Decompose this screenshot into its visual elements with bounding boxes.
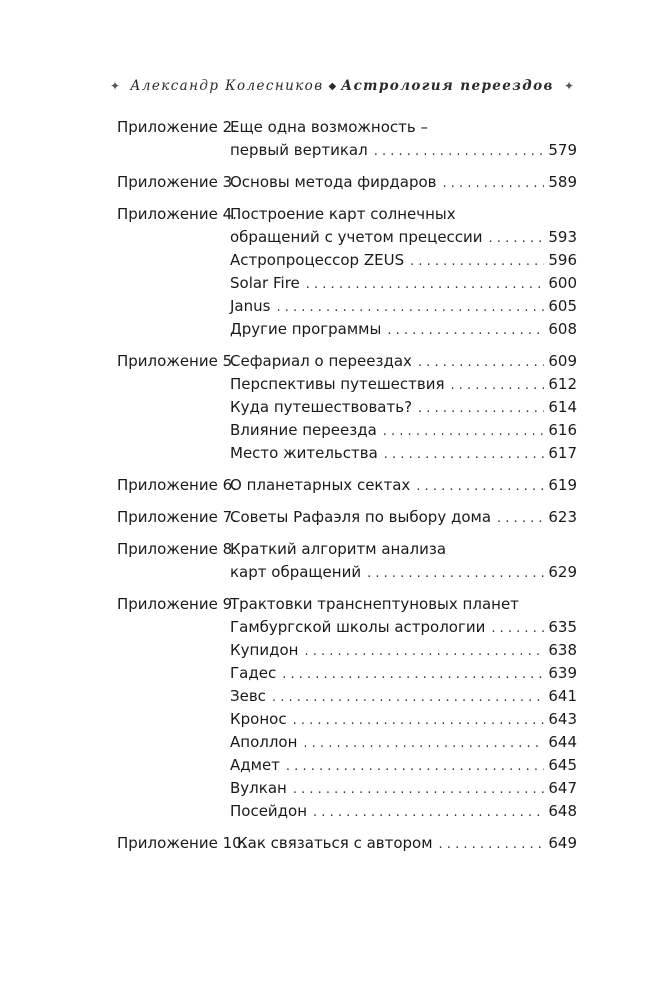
header-text [130, 78, 554, 94]
toc-entry [117, 203, 577, 341]
dot-leader [303, 732, 544, 755]
toc-appendix-number: Приложение 9. [117, 595, 237, 613]
toc-line [117, 685, 577, 708]
toc-title: Еще одна возможность – [230, 118, 428, 136]
toc-line [117, 561, 577, 584]
toc-line [117, 474, 577, 497]
toc-line [117, 396, 577, 419]
toc-title: Janus [230, 297, 271, 315]
toc-page-number: 612 [548, 375, 577, 393]
dot-leader [286, 755, 544, 778]
dot-leader [383, 420, 545, 443]
toc-title: обращений с учетом прецессии [230, 228, 483, 246]
toc-entry [117, 538, 577, 584]
toc-page-number: 649 [548, 834, 577, 852]
toc-title: Советы Рафаэля по выбору дома [230, 508, 492, 526]
toc-page-number: 647 [548, 779, 577, 797]
dot-leader [367, 562, 544, 585]
header-book-title: Астрология переездов [341, 78, 554, 94]
toc-title: Другие программы [230, 320, 382, 338]
toc-page-number: 639 [548, 664, 577, 682]
toc-entry [117, 593, 577, 823]
toc-line [117, 373, 577, 396]
toc-page-number: 619 [548, 476, 577, 494]
dot-leader [410, 250, 544, 273]
toc-title: Куда путешествовать? [230, 398, 413, 416]
toc-title: Построение карт солнечных [230, 205, 456, 223]
toc-page-number: 616 [548, 421, 577, 439]
dot-leader [451, 374, 545, 397]
toc-title: Аполлон [230, 733, 298, 751]
dot-leader [497, 507, 544, 530]
toc-line [117, 639, 577, 662]
toc-title: О планетарных сектах [230, 476, 411, 494]
dot-leader [313, 801, 544, 824]
toc-page-number: 645 [548, 756, 577, 774]
toc-page-number: 593 [548, 228, 577, 246]
toc-page-number: 644 [548, 733, 577, 751]
dot-leader [272, 686, 544, 709]
toc-line [117, 662, 577, 685]
toc-line [117, 116, 577, 139]
toc-line [117, 295, 577, 318]
toc-appendix-number: Приложение 4. [117, 205, 237, 223]
toc-entry [117, 506, 577, 529]
toc-title: Кронос [230, 710, 287, 728]
toc-line [117, 754, 577, 777]
toc-line [117, 350, 577, 373]
toc-line [117, 442, 577, 465]
toc-line [117, 593, 577, 616]
dot-leader [304, 640, 544, 663]
toc-appendix-number: Приложение 8. [117, 540, 237, 558]
dot-leader [489, 227, 545, 250]
toc-title: Как связаться с автором [237, 834, 433, 852]
dot-leader [374, 140, 545, 163]
toc-appendix-number: Приложение 5. [117, 352, 237, 370]
toc-title: Трактовки транснептуновых планет [230, 595, 519, 613]
dot-leader [293, 709, 545, 732]
toc-title: первый вертикал [230, 141, 368, 159]
toc-entry [117, 171, 577, 194]
toc-line [117, 226, 577, 249]
toc-page-number: 589 [548, 173, 577, 191]
toc-entry [117, 832, 577, 855]
diamond-separator-icon: ◆ [328, 80, 337, 92]
toc-page-number: 596 [548, 251, 577, 269]
toc-entry [117, 116, 577, 162]
toc-page-number: 605 [548, 297, 577, 315]
dot-leader [442, 172, 544, 195]
toc-page-number: 609 [548, 352, 577, 370]
dot-leader [384, 443, 545, 466]
toc-title: Астропроцессор ZEUS [230, 251, 405, 269]
header-author: Александр Колесников [130, 78, 324, 94]
toc-page-number: 579 [548, 141, 577, 159]
toc-page-number: 608 [548, 320, 577, 338]
toc-line [117, 203, 577, 226]
toc-line [117, 139, 577, 162]
toc-line [117, 832, 577, 855]
toc-appendix-number: Приложение 2. [117, 118, 237, 136]
toc-page-number: 638 [548, 641, 577, 659]
ornament-left-icon: ✦ [110, 79, 121, 93]
dot-leader [306, 273, 545, 296]
toc-title: Влияние переезда [230, 421, 377, 439]
toc-page-number: 648 [548, 802, 577, 820]
toc-appendix-number: Приложение 10. [117, 834, 247, 852]
dot-leader [416, 475, 544, 498]
toc-appendix-number: Приложение 7. [117, 508, 237, 526]
dot-leader [387, 319, 544, 342]
toc-entry [117, 474, 577, 497]
toc-page-number: 617 [548, 444, 577, 462]
dot-leader [282, 663, 544, 686]
toc-page-number: 623 [548, 508, 577, 526]
dot-leader [293, 778, 545, 801]
toc-title: Зевс [230, 687, 266, 705]
dot-leader [418, 351, 544, 374]
toc-line [117, 272, 577, 295]
toc-title: Посейдон [230, 802, 308, 820]
toc-title: Гадес [230, 664, 277, 682]
toc-title: Купидон [230, 641, 299, 659]
toc-line [117, 777, 577, 800]
toc-page-number: 629 [548, 563, 577, 581]
toc-title: Перспективы путешествия [230, 375, 445, 393]
dot-leader [491, 617, 544, 640]
toc-title: Гамбургской школы астрологии [230, 618, 486, 636]
toc-line [117, 800, 577, 823]
dot-leader [276, 296, 544, 319]
toc-appendix-number: Приложение 6. [117, 476, 237, 494]
toc-title: карт обращений [230, 563, 362, 581]
toc-line [117, 538, 577, 561]
ornament-right-icon: ✦ [563, 79, 574, 93]
toc-page-number: 614 [548, 398, 577, 416]
toc-title: Краткий алгоритм анализа [230, 540, 447, 558]
toc-line [117, 731, 577, 754]
dot-leader [439, 833, 545, 856]
dot-leader [418, 397, 544, 420]
toc-line [117, 249, 577, 272]
table-of-contents [117, 116, 577, 864]
toc-title: Solar Fire [230, 274, 300, 292]
toc-title: Вулкан [230, 779, 287, 797]
toc-page-number: 635 [548, 618, 577, 636]
toc-line [117, 708, 577, 731]
toc-title: Место жительства [230, 444, 378, 462]
running-header [110, 74, 574, 98]
toc-line [117, 616, 577, 639]
toc-appendix-number: Приложение 3. [117, 173, 237, 191]
toc-title: Основы метода фирдаров [230, 173, 437, 191]
toc-title: Адмет [230, 756, 280, 774]
toc-line [117, 171, 577, 194]
toc-line [117, 419, 577, 442]
toc-page-number: 600 [548, 274, 577, 292]
toc-entry [117, 350, 577, 465]
toc-page-number: 643 [548, 710, 577, 728]
toc-line [117, 318, 577, 341]
toc-line [117, 506, 577, 529]
toc-page-number: 641 [548, 687, 577, 705]
toc-title: Сефариал о переездах [230, 352, 412, 370]
